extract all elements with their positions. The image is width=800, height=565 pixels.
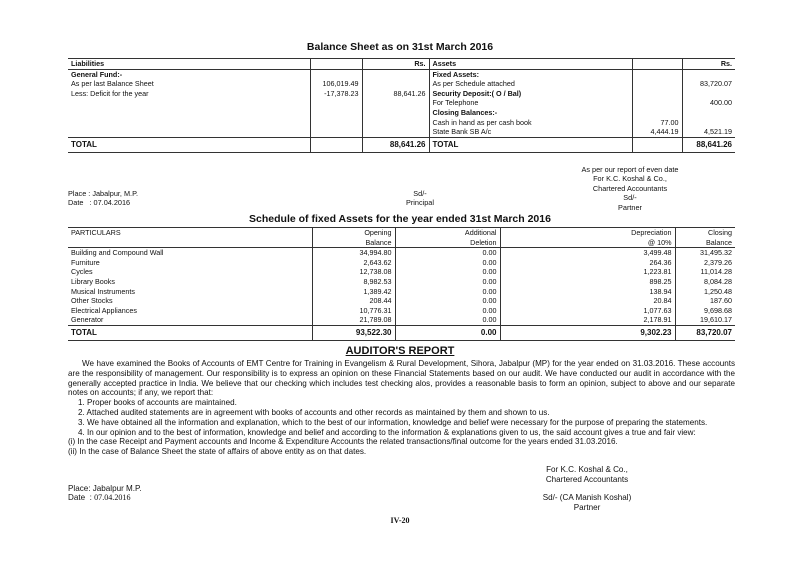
balance-sheet-table	[68, 58, 735, 153]
principal-sign: Sd/-	[413, 189, 427, 198]
table-row: Other Stocks 208.44 0.00 20.84 187.60	[68, 296, 735, 306]
total-assets: 88,641.26	[696, 139, 732, 149]
page-number: IV-20	[390, 516, 410, 525]
schedule-table	[68, 227, 735, 341]
table-row: Electrical Appliances 10,776.31 0.00 1,077.63 9,698.68	[68, 306, 735, 316]
table-row: Musical Instruments 1,389.42 0.00 138.94 1,250.48	[68, 287, 735, 297]
table-row: Cycles 12,738.08 0.00 1,223.81 11,014.28	[68, 267, 735, 277]
rs-header-left: Rs.	[362, 59, 429, 70]
schedule-subheader-row: Balance Deletion @ 10% Balance	[68, 238, 735, 248]
report-block: As per our report of even date For K.C. Koshal & Co., Chartered Accountants Sd/- Partner	[581, 165, 679, 212]
table-row: As per last Balance Sheet 106,019.49 As per Schedule attached 83,720.07	[68, 79, 735, 89]
table-row: Generator 21,789.08 0.00 2,178.91 19,610.17	[68, 315, 735, 325]
auditor-firm: For K.C. Koshal & Co., Chartered Accountants	[545, 465, 629, 484]
liabilities-header: Liabilities	[68, 59, 310, 70]
assets-header: Assets	[429, 59, 632, 70]
auditor-point-4ii: (ii) In the case of Balance Sheet the state of affairs of above entity as on that dates.	[68, 447, 367, 457]
rs-header-right: Rs.	[720, 59, 732, 68]
table-row: Cash in hand as per cash book 77.00	[68, 118, 735, 128]
balance-sheet-total-row: TOTAL 88,641.26 TOTAL 88,641.26	[68, 137, 735, 152]
auditor-point-2: 2. Attached audited statements are in agreement with books of accounts and other records as maintained by them and shown to us.	[78, 407, 550, 417]
principal-label: Principal	[406, 198, 434, 207]
auditor-date: Date : 07.04.2016	[68, 493, 131, 502]
table-row: State Bank SB A/c 4,444.19 4,521.19	[68, 127, 735, 137]
schedule-header-row: PARTICULARS Opening Additional Depreciation Closing	[68, 228, 735, 238]
table-row: Less: Deficit for the year -17,378.23 88,641.26 Security Deposit:( O / Bal)	[68, 89, 735, 99]
total-liabilities: 88,641.26	[362, 137, 429, 152]
schedule-title: Schedule of fixed Assets for the year ended 31st March 2016	[249, 213, 551, 225]
date-label: Date : 07.04.2016	[68, 198, 131, 207]
table-row: Furniture 2,643.62 0.00 264.36 2,379.26	[68, 258, 735, 268]
table-row: For Telephone 400.00	[68, 98, 735, 108]
table-row: Library Books 8,982.53 0.00 898.25 8,084.28	[68, 277, 735, 287]
balance-sheet-header-row	[68, 59, 735, 70]
table-row: Closing Balances:-	[68, 108, 735, 118]
table-row: Building and Compound Wall 34,994.80 0.00 3,499.48 31,495.32	[68, 248, 735, 258]
auditor-intro: We have examined the Books of Accounts of EMT Centre for Training in Evangelism & Rural Development, Sihora, Jabalpur (MP) for the year ended on 31.03.2016. These accounts are the responsibility of management. Our responsibility is to express an opinion on these Financial Statements based on our audit. We have conducted our audit in accordance with the generally accepted practice in India. We believe that our checking which includes test checking alos, provides a reasonable basis to form an opinion, subject to above and our separate notes on accounts; if any, we report that:	[68, 359, 735, 398]
balance-sheet-title: Balance Sheet as on 31st March 2016	[306, 41, 494, 53]
auditor-signature: Sd/- (CA Manish Koshal) Partner	[542, 493, 632, 512]
auditor-point-1: 1. Proper books of accounts are maintained.	[78, 398, 237, 408]
auditor-report-title: AUDITOR'S REPORT	[345, 345, 455, 357]
table-row: General Fund:- Fixed Assets:	[68, 69, 735, 79]
auditor-point-3: 3. We have obtained all the information and explanation, which to the best of our information, knowledge and belief were necessary for the purpose of preparing the statements.	[78, 417, 708, 427]
auditor-point-4i: (i) In the case Receipt and Payment accounts and Income & Expenditure Accounts the related transactions/final outcome for the years ended 31.03.2016.	[68, 437, 618, 447]
auditor-point-4: 4. In our opinion and to the best of information, knowledge and belief and according to the information & explanations given to us, the said account gives a true and fair view:	[78, 427, 696, 437]
schedule-total-row: TOTAL 93,522.30 0.00 9,302.23 83,720.07	[68, 325, 735, 340]
auditor-place: Place: Jabalpur M.P.	[68, 484, 142, 493]
auditor-report-body	[68, 359, 735, 457]
place-label: Place : Jabalpur, M.P.	[68, 189, 139, 198]
